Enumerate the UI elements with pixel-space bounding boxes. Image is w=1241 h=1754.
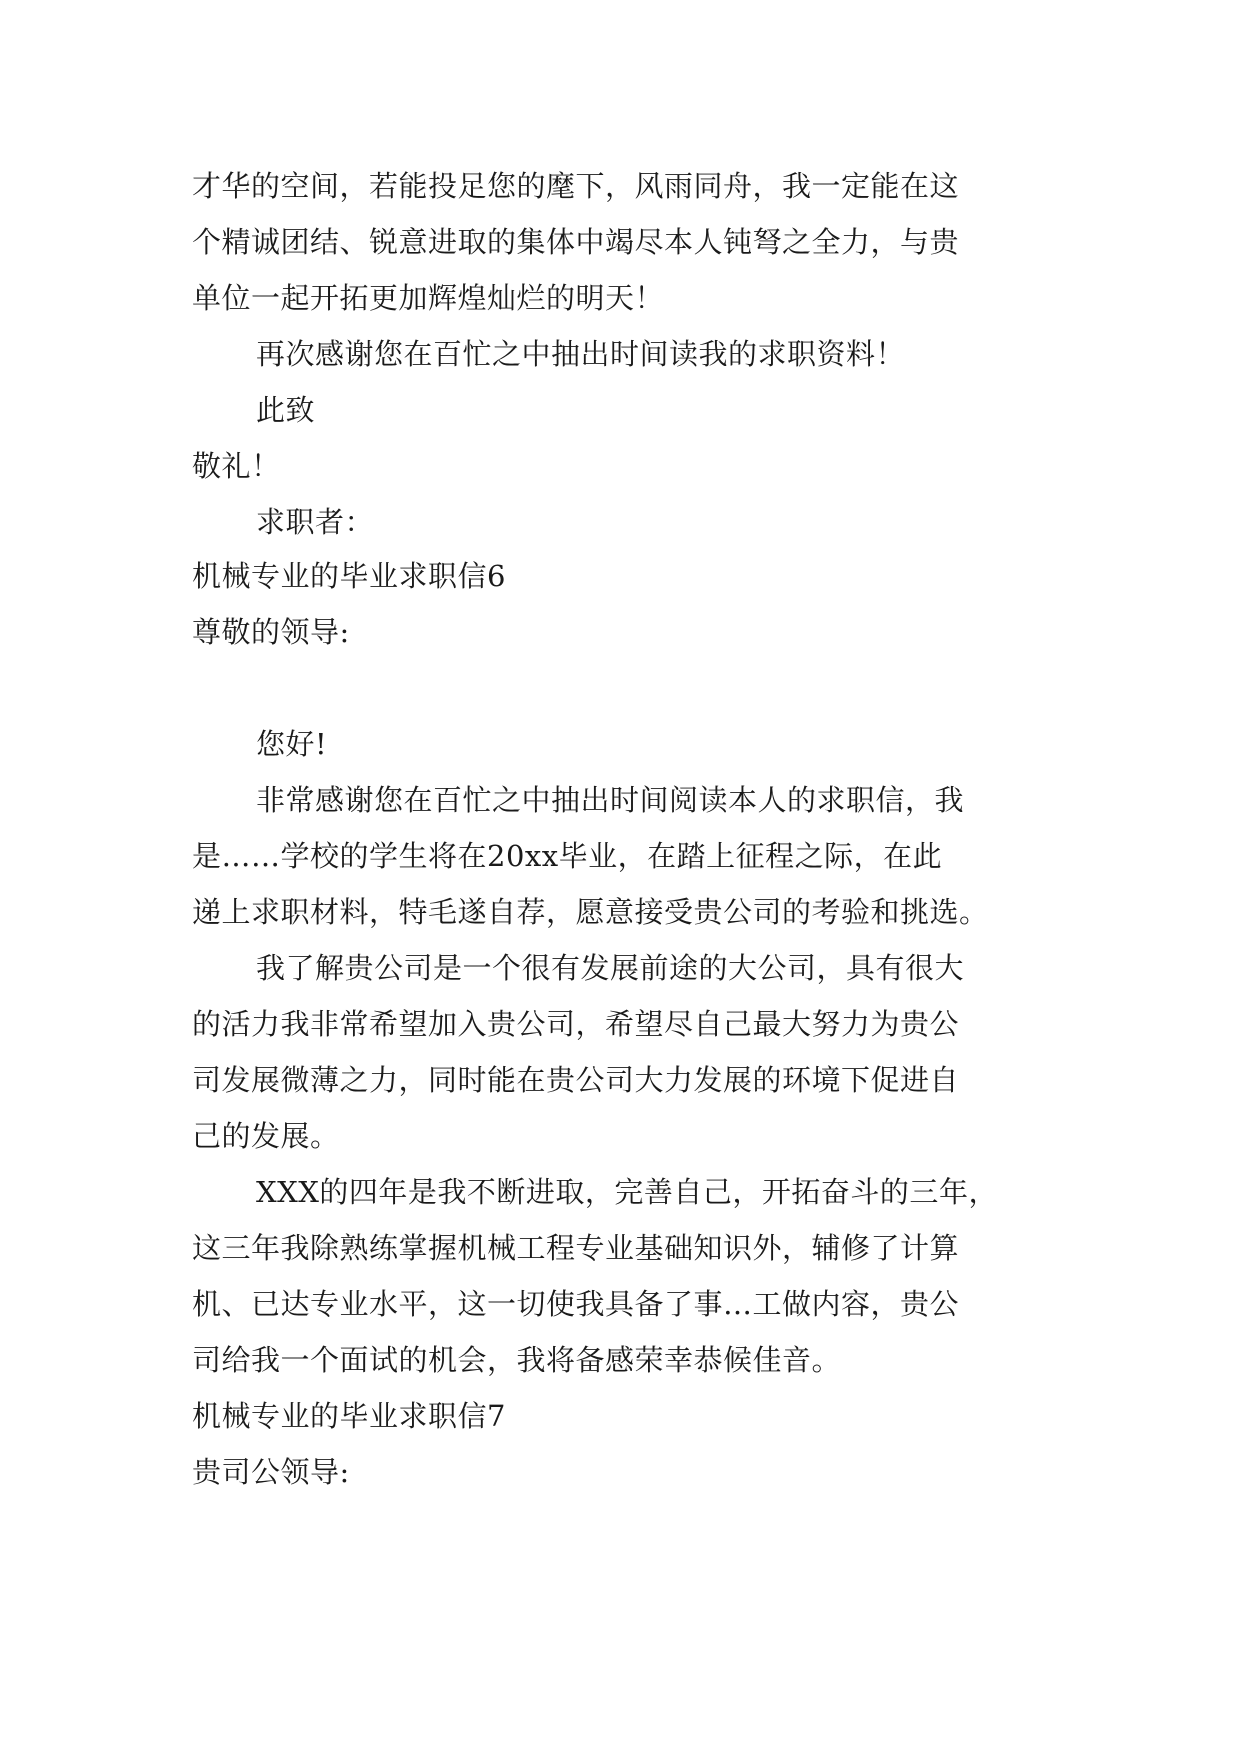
- text-line: XXX的四年是我不断进取，完善自己，开拓奋斗的三年，: [256, 1175, 998, 1209]
- text-line: 机、已达专业水平，这一切使我具备了事…工做内容，贵公: [192, 1287, 960, 1321]
- section-heading: 机械专业的毕业求职信7: [192, 1399, 506, 1433]
- text-line: 己的发展。: [192, 1119, 340, 1153]
- text-line: 是……学校的学生将在20xx毕业，在踏上征程之际，在此: [192, 839, 943, 873]
- text-line: 递上求职材料，特毛遂自荐，愿意接受贵公司的考验和挑选。: [192, 895, 989, 929]
- text-line: 的活力我非常希望加入贵公司，希望尽自己最大努力为贵公: [192, 1007, 960, 1041]
- text-line: 司给我一个面试的机会，我将备感荣幸恭候佳音。: [192, 1343, 842, 1377]
- section-heading: 机械专业的毕业求职信6: [192, 559, 506, 593]
- letter-greeting: 贵司公领导:: [192, 1455, 350, 1489]
- text-line: 我了解贵公司是一个很有发展前途的大公司，具有很大: [256, 951, 965, 985]
- text-line: 才华的空间，若能投足您的麾下，风雨同舟，我一定能在这: [192, 169, 960, 203]
- text-line: 这三年我除熟练掌握机械工程专业基础知识外，辅修了计算: [192, 1231, 960, 1265]
- text-line: 再次感谢您在百忙之中抽出时间读我的求职资料！: [256, 337, 906, 371]
- salutation-respect: 敬礼！: [192, 449, 281, 483]
- text-line: 司发展微薄之力，同时能在贵公司大力发展的环境下促进自: [192, 1063, 960, 1097]
- signature-label: 求职者：: [256, 505, 375, 539]
- text-line: 非常感谢您在百忙之中抽出时间阅读本人的求职信，我: [256, 783, 965, 817]
- letter-greeting: 尊敬的领导:: [192, 615, 350, 649]
- text-line: 个精诚团结、锐意进取的集体中竭尽本人钝弩之全力，与贵: [192, 225, 960, 259]
- salutation-closing: 此致: [256, 393, 316, 427]
- text-line: 单位一起开拓更加辉煌灿烂的明天！: [192, 281, 665, 315]
- text-line: 您好!: [256, 727, 328, 761]
